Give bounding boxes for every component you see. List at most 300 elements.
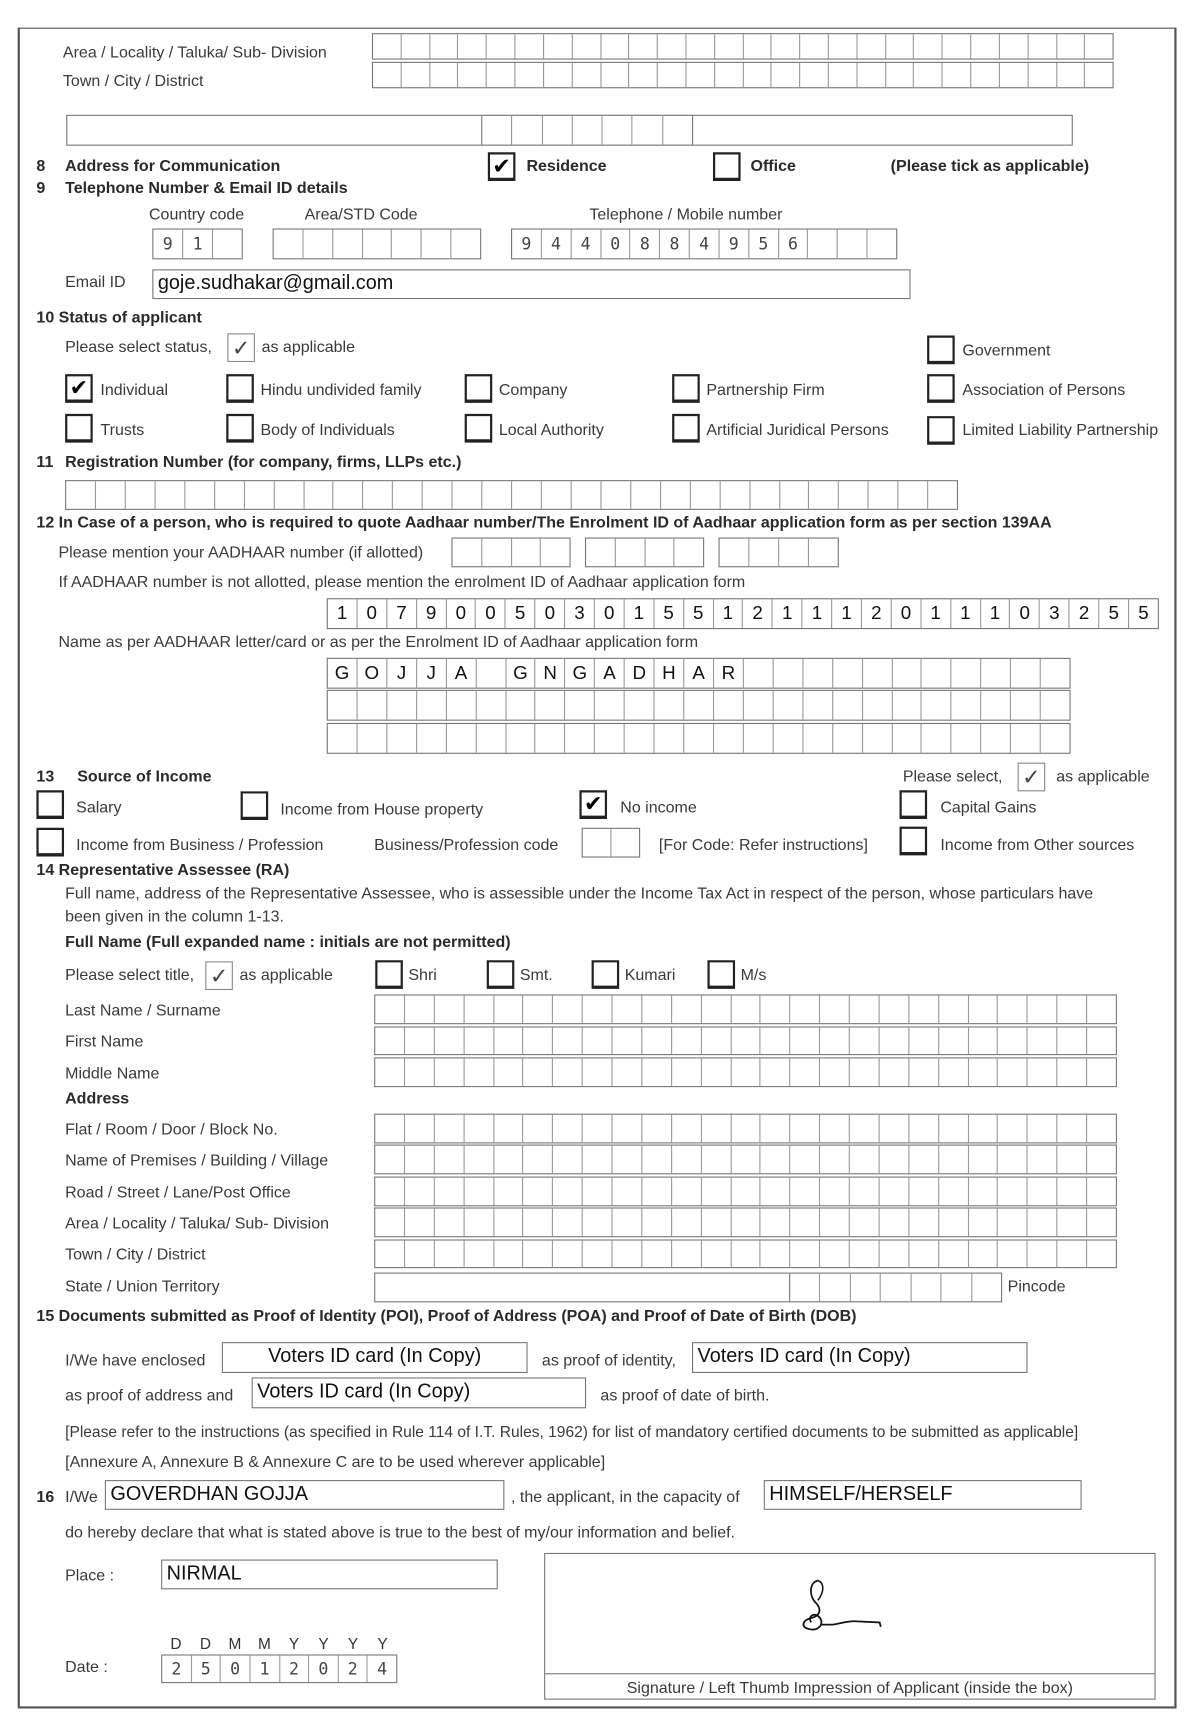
char-cell: [899, 481, 929, 509]
income-prompt: Please select,: [902, 768, 1003, 786]
house-property-checkbox[interactable]: [241, 791, 269, 820]
char-cell: [583, 1241, 613, 1267]
char-cell: [464, 1028, 494, 1054]
char-cell: [583, 1115, 613, 1143]
char-cell: [942, 1274, 972, 1302]
middle-name-input[interactable]: [374, 1057, 1117, 1087]
char-cell: [625, 691, 655, 720]
char-cell: [583, 1058, 613, 1086]
aop-checkbox[interactable]: [927, 374, 955, 403]
char-cell: [405, 1115, 435, 1143]
area-label: Area / Locality / Taluka/ Sub- Division: [62, 44, 327, 62]
std-code-label: Area/STD Code: [304, 206, 418, 225]
char-cell: [405, 1241, 435, 1267]
char-cell: 2: [743, 599, 773, 628]
char-cell: [981, 724, 1011, 753]
std-code-input[interactable]: [273, 228, 482, 259]
char-cell: [601, 481, 631, 509]
char-cell: [1087, 1146, 1116, 1174]
char-cell: [601, 63, 629, 87]
char-cell: [515, 63, 543, 87]
char-cell: [684, 724, 714, 753]
char-cell: [851, 1274, 881, 1302]
email-input[interactable]: goje.sudhakar@gmail.com: [152, 269, 910, 299]
aadhaar-number-label: Please mention your AADHAAR number (if allotted): [58, 544, 424, 562]
declarant-name-input[interactable]: GOVERDHAN GOJJA: [105, 1480, 505, 1510]
char-cell: [506, 724, 536, 753]
office-checkbox[interactable]: [713, 152, 741, 181]
last-name-input[interactable]: [374, 994, 1117, 1024]
ra-area-input[interactable]: [374, 1207, 1117, 1237]
char-cell: 2: [339, 1656, 368, 1682]
char-cell: [715, 63, 743, 87]
char-cell: [566, 724, 596, 753]
aadhaar-name-line1[interactable]: [327, 658, 1071, 689]
char-cell: [863, 724, 893, 753]
status-prompt: Please select status,: [65, 338, 212, 357]
char-cell: [939, 1241, 969, 1267]
individual-checkbox[interactable]: [65, 374, 93, 403]
char-cell: [672, 1028, 702, 1054]
date-input[interactable]: [161, 1654, 397, 1683]
shri-label: Shri: [408, 966, 437, 985]
phone-input[interactable]: [511, 228, 897, 259]
char-cell: [423, 481, 453, 509]
char-cell: [333, 230, 363, 259]
section-number: 11: [36, 453, 54, 472]
char-cell: [743, 34, 771, 58]
ajp-checkbox[interactable]: [672, 414, 700, 443]
char-cell: [968, 1115, 998, 1143]
char-cell: H: [655, 659, 685, 688]
char-cell: [213, 230, 242, 259]
char-cell: 5: [654, 599, 684, 628]
date-format-labels: [161, 1636, 397, 1651]
trusts-checkbox[interactable]: [65, 414, 93, 443]
char-cell: [761, 1146, 791, 1174]
char-cell: 8: [660, 230, 690, 259]
char-cell: [642, 1241, 672, 1267]
enrolment-label: If AADHAAR number is not allotted, please mention the enrolment ID of Aadhaar application form: [58, 573, 746, 592]
char-cell: [881, 1274, 911, 1302]
state-input[interactable]: [374, 1273, 790, 1303]
char-cell: [809, 539, 838, 567]
char-cell: [613, 1209, 643, 1237]
char-cell: [803, 724, 833, 753]
char-cell: [981, 691, 1011, 720]
local-authority-checkbox[interactable]: [465, 414, 493, 443]
char-cell: [405, 1146, 435, 1174]
char-cell: [430, 34, 458, 58]
char-cell: [750, 481, 780, 509]
char-cell: [968, 1209, 998, 1237]
char-cell: [971, 34, 999, 58]
char-cell: [524, 996, 554, 1024]
char-cell: [675, 539, 703, 567]
char-cell: [524, 1178, 554, 1206]
char-cell: [642, 996, 672, 1024]
first-name-input[interactable]: [374, 1026, 1117, 1055]
boi-checkbox[interactable]: [226, 414, 254, 443]
title-prompt: Please select title,: [65, 966, 195, 985]
char-cell: [613, 1241, 643, 1267]
char-cell: [1087, 1209, 1116, 1237]
char-cell: [922, 659, 952, 688]
char-cell: [838, 230, 868, 259]
char-cell: [702, 996, 732, 1024]
company-checkbox[interactable]: [465, 374, 493, 403]
char-cell: [482, 539, 512, 567]
char-cell: [820, 1146, 850, 1174]
registration-input[interactable]: [65, 480, 958, 510]
char-cell: [453, 539, 483, 567]
char-cell: [820, 1178, 850, 1206]
char-cell: [850, 1028, 880, 1054]
char-cell: [1087, 1058, 1116, 1086]
char-cell: 1: [803, 599, 833, 628]
premises-label: Name of Premises / Building / Village: [65, 1152, 329, 1170]
house-property-label: Income from House property: [280, 801, 484, 819]
char-cell: 1: [773, 599, 803, 628]
char-cell: [780, 481, 810, 509]
char-cell: 3: [565, 599, 595, 628]
char-cell: [375, 1028, 405, 1054]
pincode-input[interactable]: [481, 115, 693, 146]
area-input[interactable]: [372, 33, 1114, 59]
char-cell: [850, 996, 880, 1024]
char-cell: [702, 1241, 732, 1267]
signature-caption: Signature / Left Thumb Impression of Applicant (inside the box): [626, 1679, 1073, 1698]
char-cell: [464, 1241, 494, 1267]
char-cell: [808, 230, 838, 259]
aadhaar-part2-input[interactable]: [585, 538, 704, 568]
char-cell: [392, 230, 422, 259]
section-title: 15 Documents submitted as Proof of Identity (POI), Proof of Address (POA) and Proof of Date of Birth (DOB): [36, 1307, 857, 1326]
char-cell: [583, 1028, 613, 1054]
char-cell: [553, 1115, 583, 1143]
char-cell: [731, 1028, 761, 1054]
char-cell: [880, 1209, 910, 1237]
char-cell: [393, 481, 423, 509]
char-cell: [791, 1058, 821, 1086]
char-cell: [387, 724, 417, 753]
char-cell: [761, 1115, 791, 1143]
shri-checkbox[interactable]: [375, 960, 403, 989]
char-cell: [672, 996, 702, 1024]
aadhaar-name-line2[interactable]: [327, 690, 1071, 721]
char-cell: [524, 1241, 554, 1267]
char-cell: [1087, 996, 1116, 1024]
flat-input[interactable]: [374, 1114, 1117, 1144]
char-cell: [880, 1058, 910, 1086]
char-cell: [459, 34, 487, 58]
capital-gains-checkbox[interactable]: [900, 790, 928, 819]
char-cell: [155, 481, 185, 509]
dob-input[interactable]: Voters ID card (In Copy): [252, 1377, 586, 1408]
char-cell: [1057, 1115, 1087, 1143]
char-cell: [642, 1178, 672, 1206]
poa-input[interactable]: Voters ID card (In Copy): [692, 1342, 1028, 1373]
char-cell: [761, 1178, 791, 1206]
business-income-checkbox[interactable]: [36, 828, 64, 857]
char-cell: [998, 1146, 1028, 1174]
char-cell: [761, 1058, 791, 1086]
ra-town-input[interactable]: [374, 1239, 1117, 1268]
country-code-input[interactable]: [152, 228, 243, 259]
char-cell: [631, 481, 661, 509]
char-cell: [613, 1028, 643, 1054]
char-cell: [402, 34, 430, 58]
iwe-label: I/We: [65, 1488, 98, 1507]
char-cell: [363, 230, 393, 259]
char-cell: [422, 230, 452, 259]
char-cell: [691, 481, 721, 509]
char-cell: 5: [684, 599, 714, 628]
char-cell: [1011, 724, 1041, 753]
ra-area-label: Area / Locality / Taluka/ Sub- Division: [65, 1215, 330, 1233]
check-mark-icon: ✓: [227, 333, 255, 362]
char-cell: [583, 996, 613, 1024]
char-cell: [1085, 63, 1112, 87]
aadhaar-part1-input[interactable]: [451, 538, 570, 568]
char-cell: [968, 1241, 998, 1267]
aadhaar-name-line3[interactable]: [327, 723, 1071, 754]
char-cell: [543, 116, 573, 145]
enrolment-id-input[interactable]: [327, 598, 1159, 629]
char-cell: 9: [512, 230, 542, 259]
char-cell: [850, 1115, 880, 1143]
char-cell: [405, 1058, 435, 1086]
char-cell: 2: [862, 599, 892, 628]
char-cell: 1: [625, 599, 655, 628]
char-cell: 1: [951, 599, 981, 628]
poi-input[interactable]: Voters ID card (In Copy): [222, 1342, 528, 1373]
char-cell: D: [199, 1634, 212, 1653]
char-cell: [1057, 1146, 1087, 1174]
business-code-input[interactable]: [582, 828, 640, 858]
check-mark-icon: ✔: [492, 153, 511, 179]
partnership-checkbox[interactable]: [672, 374, 700, 403]
char-cell: [66, 481, 96, 509]
char-cell: 5: [749, 230, 779, 259]
char-cell: [749, 539, 779, 567]
char-cell: [761, 1028, 791, 1054]
char-cell: D: [170, 1634, 182, 1653]
char-cell: [625, 724, 655, 753]
char-cell: [655, 724, 685, 753]
char-cell: [536, 724, 566, 753]
char-cell: [464, 1058, 494, 1086]
check-mark-icon: ✓: [205, 961, 233, 990]
char-cell: 1: [714, 599, 744, 628]
char-cell: [1028, 1209, 1058, 1237]
char-cell: [909, 1058, 939, 1086]
char-cell: 0: [595, 599, 625, 628]
premises-input[interactable]: [374, 1145, 1117, 1175]
char-cell: [506, 691, 536, 720]
char-cell: 1: [328, 599, 358, 628]
section-number: 8: [36, 157, 46, 176]
char-cell: [791, 996, 821, 1024]
char-cell: [833, 724, 863, 753]
char-cell: [482, 116, 512, 145]
capacity-input[interactable]: HIMSELF/HERSELF: [764, 1480, 1082, 1510]
char-cell: [464, 1146, 494, 1174]
first-name-label: First Name: [65, 1033, 144, 1051]
char-cell: [482, 481, 512, 509]
government-label: Government: [962, 342, 1051, 360]
smt-checkbox[interactable]: [487, 960, 515, 989]
char-cell: [405, 996, 435, 1024]
char-cell: [642, 1115, 672, 1143]
kumari-checkbox[interactable]: [592, 960, 620, 989]
char-cell: [820, 1209, 850, 1237]
place-input[interactable]: NIRMAL: [161, 1560, 498, 1590]
char-cell: [435, 1146, 465, 1174]
char-cell: [1028, 996, 1058, 1024]
char-cell: [1011, 691, 1041, 720]
char-cell: 1: [250, 1656, 279, 1682]
government-checkbox[interactable]: [927, 336, 955, 365]
income-prompt-suffix: as applicable: [1056, 768, 1150, 786]
char-cell: [1041, 691, 1070, 720]
char-cell: [998, 1115, 1028, 1143]
aadhaar-part3-input[interactable]: [719, 538, 839, 568]
char-cell: [943, 63, 971, 87]
char-cell: [464, 996, 494, 1024]
tick-note: (Please tick as applicable): [890, 157, 1090, 176]
char-cell: [928, 481, 957, 509]
char-cell: [544, 34, 572, 58]
char-cell: [494, 1115, 524, 1143]
char-cell: [857, 34, 885, 58]
char-cell: [686, 63, 714, 87]
char-cell: [1028, 1178, 1058, 1206]
code-note: [For Code: Refer instructions]: [658, 836, 868, 855]
char-cell: [430, 63, 458, 87]
llp-checkbox[interactable]: [927, 416, 955, 445]
char-cell: [1087, 1178, 1116, 1206]
char-cell: [672, 1241, 702, 1267]
char-cell: [981, 659, 1011, 688]
signature-divider: [545, 1673, 1154, 1674]
section-title: Address for Communication: [65, 157, 281, 176]
char-cell: A: [684, 659, 714, 688]
char-cell: [655, 691, 685, 720]
business-income-label: Income from Business / Profession: [76, 836, 324, 855]
char-cell: [603, 116, 633, 145]
char-cell: [542, 481, 572, 509]
huf-checkbox[interactable]: [226, 374, 254, 403]
char-cell: [334, 481, 364, 509]
char-cell: [1041, 724, 1070, 753]
char-cell: [611, 829, 639, 857]
salary-checkbox[interactable]: [36, 790, 64, 819]
char-cell: [358, 724, 388, 753]
char-cell: [820, 996, 850, 1024]
char-cell: [850, 1241, 880, 1267]
char-cell: [998, 1028, 1028, 1054]
signature-box[interactable]: [544, 1553, 1155, 1700]
char-cell: [476, 659, 506, 688]
char-cell: [364, 481, 394, 509]
town-input[interactable]: [372, 62, 1114, 88]
ra-town-label: Town / City / District: [65, 1246, 206, 1264]
char-cell: N: [536, 659, 566, 688]
char-cell: 9: [417, 599, 447, 628]
char-cell: [1087, 1115, 1116, 1143]
residence-label: Residence: [526, 157, 607, 176]
aadhaar-name-label: Name as per AADHAAR letter/card or as per the Enrolment ID of Aadhaar application form: [58, 633, 699, 652]
char-cell: [880, 1241, 910, 1267]
char-cell: 8: [631, 230, 661, 259]
no-income-checkbox[interactable]: [579, 790, 607, 819]
ms-checkbox[interactable]: [707, 960, 735, 989]
char-cell: [892, 659, 922, 688]
char-cell: [642, 1146, 672, 1174]
char-cell: [96, 481, 126, 509]
char-cell: [791, 1178, 821, 1206]
char-cell: [185, 481, 215, 509]
residence-checkbox[interactable]: [488, 152, 516, 181]
char-cell: [744, 691, 774, 720]
pincode-label: Pincode: [1007, 1278, 1066, 1296]
other-sources-checkbox[interactable]: [900, 827, 928, 856]
char-cell: [512, 116, 542, 145]
char-cell: [553, 996, 583, 1024]
char-cell: 0: [536, 599, 566, 628]
char-cell: [731, 1241, 761, 1267]
char-cell: [909, 1146, 939, 1174]
char-cell: [536, 691, 566, 720]
char-cell: [553, 1146, 583, 1174]
char-cell: [375, 1115, 405, 1143]
char-cell: 1: [183, 230, 213, 259]
char-cell: R: [714, 659, 744, 688]
char-cell: [583, 1209, 613, 1237]
char-cell: 2: [162, 1656, 191, 1682]
char-cell: [761, 1241, 791, 1267]
char-cell: [553, 1058, 583, 1086]
title-prompt-suffix: as applicable: [239, 966, 333, 985]
ra-pincode-input[interactable]: [789, 1273, 1002, 1303]
char-cell: 0: [601, 230, 631, 259]
char-cell: [1087, 1241, 1116, 1267]
char-cell: J: [417, 659, 447, 688]
char-cell: [686, 34, 714, 58]
char-cell: 2: [280, 1656, 309, 1682]
char-cell: [761, 1209, 791, 1237]
char-cell: [774, 691, 804, 720]
poa-suffix: as proof of address and: [65, 1387, 234, 1406]
char-cell: [1085, 34, 1112, 58]
section-title: Source of Income: [77, 768, 212, 786]
char-cell: Y: [347, 1634, 359, 1653]
char-cell: [553, 1178, 583, 1206]
company-label: Company: [498, 381, 568, 400]
char-cell: [863, 659, 893, 688]
section-title: Telephone Number & Email ID details: [65, 179, 348, 198]
char-cell: [402, 63, 430, 87]
road-input[interactable]: [374, 1177, 1117, 1207]
char-cell: [684, 691, 714, 720]
char-cell: [998, 1241, 1028, 1267]
char-cell: [869, 481, 899, 509]
char-cell: [358, 691, 388, 720]
char-cell: [452, 230, 481, 259]
char-cell: [524, 1115, 554, 1143]
char-cell: [972, 1274, 1001, 1302]
